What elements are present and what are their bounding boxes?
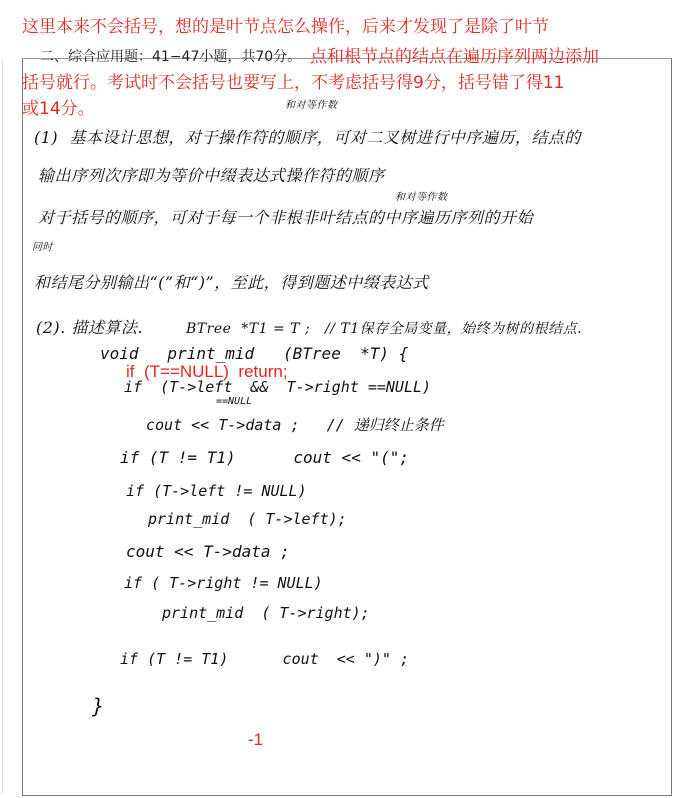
code-line-2: if (T->left && T->right ==NULL) [124, 378, 432, 396]
code-line-5: if (T->left != NULL) [126, 482, 307, 500]
annotation-line-1: 这里本来不会括号，想的是叶节点怎么操作，后来才发现了是除了叶节 [22, 17, 549, 37]
margin-note-mid: 和对等作数 [395, 192, 448, 203]
margin-note-top: 和对等作数 [285, 100, 338, 111]
code-line-7: cout << T->data ; [126, 542, 290, 561]
answer-part1-line3: 对于括号的顺序，可对于每一个非根非叶结点的中序遍历序列的开始 [38, 208, 534, 227]
code-line-1: void print_mid (BTree *T) { [100, 344, 409, 363]
code-line-8: if ( T->right != NULL) [124, 574, 323, 592]
answer-part1-line4: 同时 [32, 242, 53, 253]
code-line-6: print_mid ( T->left); [148, 510, 347, 528]
answer-part2-signature: BTree *T1 = T ; // T1保存全局变量，始终为树的根结点. [186, 321, 583, 337]
answer-part2-label: (2). 描述算法. [36, 318, 143, 337]
annotation-code-fix: if (T==NULL) return; [126, 362, 288, 381]
code-line-4: if (T != T1) cout << "("; [120, 448, 409, 467]
annotation-line-1-tail: 点和根节点的结点在遍历序列两边添加 [310, 47, 599, 67]
annotation-line-3: 或14分。 [22, 99, 95, 119]
code-line-9: print_mid ( T->right); [162, 604, 370, 622]
section-title: 二、综合应用题：41−47小题，共70分。 [40, 49, 302, 65]
answer-part1-line1: (1) 基本设计思想，对于操作符的顺序，可对二叉树进行中序遍历，结点的 [34, 128, 581, 147]
code-line-11: } [92, 694, 105, 718]
code-line-10: if (T != T1) cout << ")" ; [120, 650, 409, 668]
annotation-line-2: 括号就行。考试时不会括号也要写上，不考虑括号得9分，括号错了得11 [22, 73, 565, 93]
score-deduction: -1 [248, 730, 264, 749]
answer-part1-line2: 输出序列次序即为等价中缀表达式操作符的顺序 [38, 166, 385, 185]
answer-part1-line5: 和结尾分别输出“(”和“)”，至此，得到题述中缀表达式 [34, 273, 429, 292]
code-line-3: cout << T->data ; // 递归终止条件 [146, 416, 444, 434]
code-line-2-note: ==NULL [216, 396, 253, 407]
page-edge [2, 58, 3, 794]
